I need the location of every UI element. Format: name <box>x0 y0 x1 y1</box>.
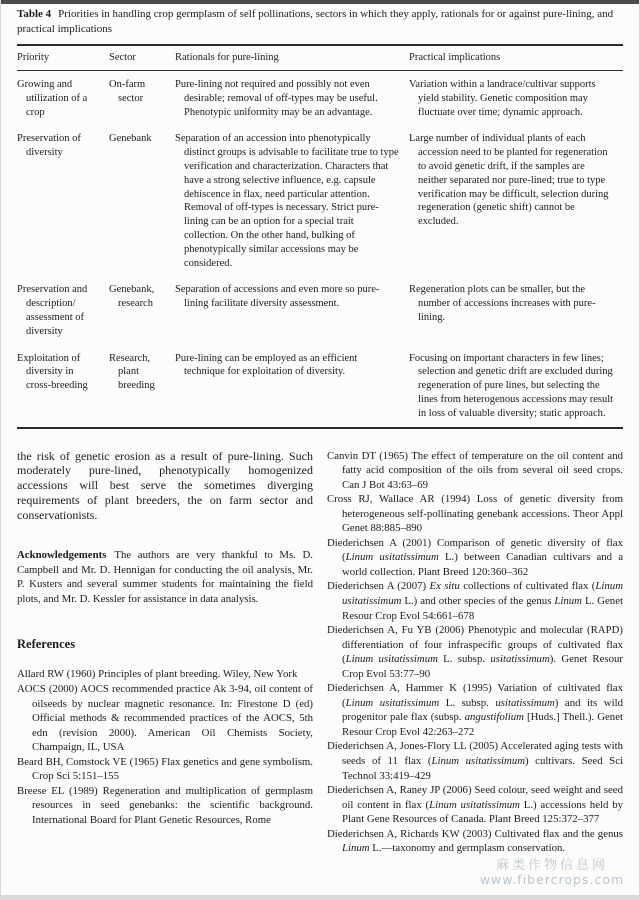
table-cell-sector: Genebank, research <box>109 284 155 310</box>
table-cell-priority: Preservation and description/ assessment of diversity <box>17 284 88 337</box>
reference-item: Beard BH, Comstock VE (1965) Flax genetics and gene symbolism. Crop Sci 5:151–155 <box>17 755 313 783</box>
watermark <box>468 859 636 887</box>
col-header-priority: Priority <box>17 52 50 63</box>
page <box>1 0 639 895</box>
table-bottom-rule <box>17 427 623 429</box>
two-column-text <box>17 449 623 856</box>
scan-edge-bar <box>1 0 639 4</box>
table-row <box>17 276 623 344</box>
priorities-table <box>17 44 623 429</box>
table-cell-implication: Focusing on important characters in few lines; selection and genetic drift are excluded during regeneration of pure lines, but selecting the lines from heterogenous accessions may result in loss of valuable diversity; static approach. <box>409 352 614 419</box>
reference-item: Allard RW (1960) Principles of plant breeding. Wiley, New York <box>17 668 298 681</box>
watermark-url: www.fibercrops.com <box>479 872 625 887</box>
table-cell-sector: On-farm sector <box>109 79 146 104</box>
closing-paragraph: the risk of genetic erosion as a result of pure-lining. Such moderately pure-lined, phenotypically homogenized accessions will best serve the sometimes diverging requirements of plant breeders, the on farm sector and conservationists. <box>17 448 313 523</box>
table-row <box>17 71 623 125</box>
references-right <box>327 449 623 856</box>
col-header-rationals: Rationals for pure-lining <box>175 52 279 63</box>
reference-item: Diederichsen A, Hammer K (1995) Variation of cultivated flax (Linum usitatissimum L. subsp. usitatissimum) and its wild progenitor pale flax (subsp. angustifolium [Huds.] Thell.). Genet Resour Crop Evol 42:263–272 <box>327 682 623 738</box>
reference-item: Canvin DT (1965) The effect of temperature on the oil content and fatty acid composition of the oils from several oil seed crops. Can J Bot 43:63–69 <box>327 449 623 491</box>
table-header-row <box>17 44 623 71</box>
references-left <box>17 667 313 827</box>
acknowledgements-text: The authors are very thankful to Ms. D. Campbell and Mr. D. Hennigan for conducting the oil analysis, Mr. P. Kusters and several summer students for maintaining the field plots, and Mr. D. Kessler for assistance in data analysis. <box>17 549 313 605</box>
references-heading: References <box>17 637 76 652</box>
col-header-sector: Sector <box>109 52 136 63</box>
table-cell-sector: Research, plant breeding <box>109 352 155 392</box>
reference-item: Diederichsen A, Richards KW (2003) Cultivated flax and the genus Linum L.—taxonomy and germplasm conservation. <box>327 827 623 855</box>
table-row <box>17 345 623 427</box>
table-cell-rational: Pure-lining can be employed as an efficient technique for exploitation of diversity. <box>175 352 358 378</box>
reference-item: Diederichsen A (2001) Comparison of genetic diversity of flax (Linum usitatissimum L.) between Canadian cultivars and a world collection. Plant Breed 120:360–362 <box>327 536 623 578</box>
reference-item: AOCS (2000) AOCS recommended practice Ak 3-94, oil content of oilseeds by nuclear magnetic resonance. In: Firestone D (ed) Official methods & recommended practices of the AOCS, 5th edn (revision 2000). American Oil Chemists Society, Champaign, IL, USA <box>17 682 313 754</box>
reference-item: Diederichsen A, Raney JP (2006) Seed colour, seed weight and seed oil content in flax (Linum usitatissimum L.) accessions held by Plant Gene Resources of Canada. Plant Breed 125:372–377 <box>327 784 623 826</box>
table-cell-rational: Pure-lining not required and possibly not even desirable; removal of off-types may be useful. Phenotypic uniformity may be an advantage. <box>175 79 378 118</box>
table-caption-label: Table 4 <box>17 8 52 20</box>
left-column <box>17 449 313 856</box>
table-caption <box>17 7 623 37</box>
right-column <box>327 449 623 856</box>
table-row <box>17 125 623 276</box>
reference-item: Diederichsen A (2007) Ex situ collections of cultivated flax (Linum usitatissimum L.) and other species of the genus Linum L. Genet Resour Crop Evol 54:661–678 <box>327 580 624 622</box>
table-cell-priority: Preservation of diversity <box>17 133 81 159</box>
reference-item: Diederichsen A, Fu YB (2006) Phenotypic and molecular (RAPD) differentiation of four infraspecific groups of cultivated flax (Linum usitatissimum L. subsp. usitatissimum). Genet Resour Crop Evol 53:77–90 <box>327 624 623 680</box>
table-cell-priority: Growing and utilization of a crop <box>17 79 88 118</box>
page-content <box>17 7 623 856</box>
table-cell-rational: Separation of an accession into phenotypically distinct groups is advisable to facilitate true to type verification and characterization. Characters that have a strong selective influence, e.g. capsule dehiscence in flax, need particular attention. Removal of off-types is necessary. Strict pure-lining can be an option for a special trait collection. On the other hand, bulking of phenotypically similar accessions may be considered. <box>175 133 399 269</box>
acknowledgements <box>17 548 313 606</box>
acknowledgements-label: Acknowledgements <box>17 549 107 562</box>
table-caption-text: Priorities in handling crop germplasm of self pollinations, sectors in which they apply, rationals for or against pure-lining, and practical implications <box>17 8 614 35</box>
table-cell-sector: Genebank <box>109 133 152 145</box>
reference-item: Breese EL (1989) Regeneration and multiplication of germplasm resources in seed genebanks: the scientific background. International Board for Plant Genetic Resources, Rome <box>17 784 313 826</box>
table-cell-priority: Exploitation of diversity in cross-breeding <box>17 352 88 392</box>
reference-item: Cross RJ, Wallace AR (1994) Loss of genetic diversity from heterogeneous self-pollinating genebank accessions. Theor Appl Genet 88:885–890 <box>327 493 623 535</box>
table-cell-implication: Variation within a landrace/cultivar supports yield stability. Genetic composition may fluctuate over time; dynamic approach. <box>409 79 596 118</box>
table-cell-implication: Regeneration plots can be smaller, but the number of accessions increases with pure-lining. <box>409 284 596 323</box>
watermark-text: 麻类作物信息网 <box>495 858 608 873</box>
col-header-implications: Practical implications <box>409 52 501 63</box>
table-cell-rational: Separation of accessions and even more so pure-lining facilitate diversity assessment. <box>175 284 380 310</box>
reference-item: Diederichsen A, Jones-Flory LL (2005) Accelerated aging tests with seeds of 11 flax (Linum usitatissimum) cultivars. Seed Sci Technol 33:419–429 <box>327 740 623 782</box>
table-body <box>17 71 623 427</box>
table-cell-implication: Large number of individual plants of each accession need to be planted for regeneration to avoid genetic drift, if the samples are neither separated nor pure-lined; true to type verification may be difficult, selection during regeneration (genetic shift) cannot be excluded. <box>409 133 609 228</box>
